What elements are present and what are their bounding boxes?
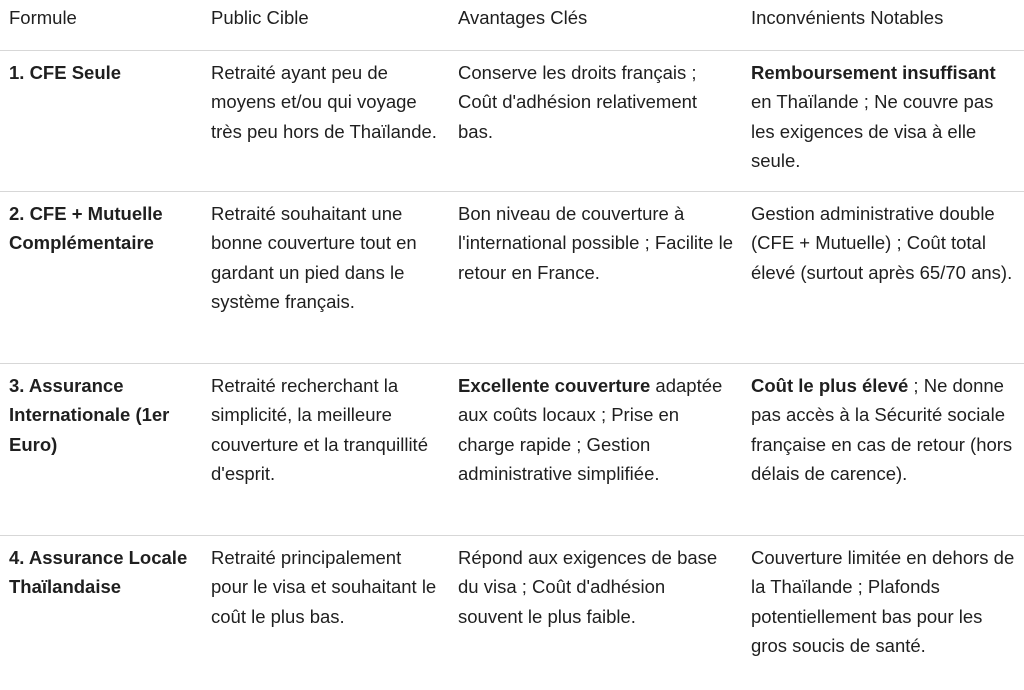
advantages-text: Conserve les droits français ; Coût d'adhésion relativement bas. bbox=[458, 61, 698, 142]
advantages-cell bbox=[451, 363, 743, 535]
public-cell: Retraité ayant peu de moyens et/ou qui voyage très peu hors de Thaïlande. bbox=[203, 50, 451, 191]
drawbacks-highlight: Coût le plus élevé bbox=[751, 374, 909, 396]
header-formule: Formule bbox=[0, 0, 203, 50]
table-row bbox=[0, 191, 1024, 363]
header-avantages: Avantages Clés bbox=[451, 0, 743, 50]
table-header-row bbox=[0, 0, 1024, 50]
header-inconvenients: Inconvénients Notables bbox=[743, 0, 1024, 50]
drawbacks-text: Couverture limitée en dehors de la Thaïlande ; Plafonds potentiellement bas pour les gros soucis de santé. bbox=[751, 546, 1015, 656]
advantages-text: Répond aux exigences de base du visa ; Coût d'adhésion souvent le plus faible. bbox=[458, 546, 718, 627]
public-cell: Retraité souhaitant une bonne couverture tout en gardant un pied dans le système français. bbox=[203, 191, 451, 363]
drawbacks-text: ; Ne donne pas accès à la Sécurité sociale française en cas de retour (hors délais de carence). bbox=[751, 374, 1013, 484]
advantages-cell bbox=[451, 50, 743, 191]
formula-cell: 2. CFE + Mutuelle Complémentaire bbox=[0, 191, 203, 363]
drawbacks-text: Gestion administrative double (CFE + Mutuelle) ; Coût total élevé (surtout après 65/70 ans). bbox=[751, 202, 1013, 283]
advantages-cell bbox=[451, 535, 743, 690]
public-cell: Retraité recherchant la simplicité, la meilleure couverture et la tranquillité d'esprit. bbox=[203, 363, 451, 535]
table-row bbox=[0, 363, 1024, 535]
advantages-cell bbox=[451, 191, 743, 363]
drawbacks-highlight: Remboursement insuffisant bbox=[751, 61, 996, 83]
formula-cell: 4. Assurance Locale Thaïlandaise bbox=[9, 546, 188, 597]
formula-cell: 3. Assurance Internationale (1er Euro) bbox=[0, 363, 203, 535]
header-public-cible: Public Cible bbox=[203, 0, 451, 50]
advantages-highlight: Excellente couverture bbox=[458, 374, 651, 396]
advantages-text: Bon niveau de couverture à l'international possible ; Facilite le retour en France. bbox=[458, 202, 734, 283]
table-row bbox=[0, 50, 1024, 191]
advantages-text: adaptée aux coûts locaux ; Prise en charge rapide ; Gestion administrative simplifiée. bbox=[458, 374, 723, 484]
drawbacks-cell bbox=[743, 50, 1024, 191]
drawbacks-cell bbox=[743, 191, 1024, 363]
drawbacks-text: en Thaïlande ; Ne couvre pas les exigences de visa à elle seule. bbox=[751, 91, 994, 171]
public-cell: Retraité principalement pour le visa et souhaitant le coût le plus bas. bbox=[211, 546, 437, 627]
drawbacks-cell bbox=[743, 535, 1024, 690]
drawbacks-cell bbox=[743, 363, 1024, 535]
formula-cell: 1. CFE Seule bbox=[0, 50, 203, 191]
table-row bbox=[0, 535, 1024, 690]
